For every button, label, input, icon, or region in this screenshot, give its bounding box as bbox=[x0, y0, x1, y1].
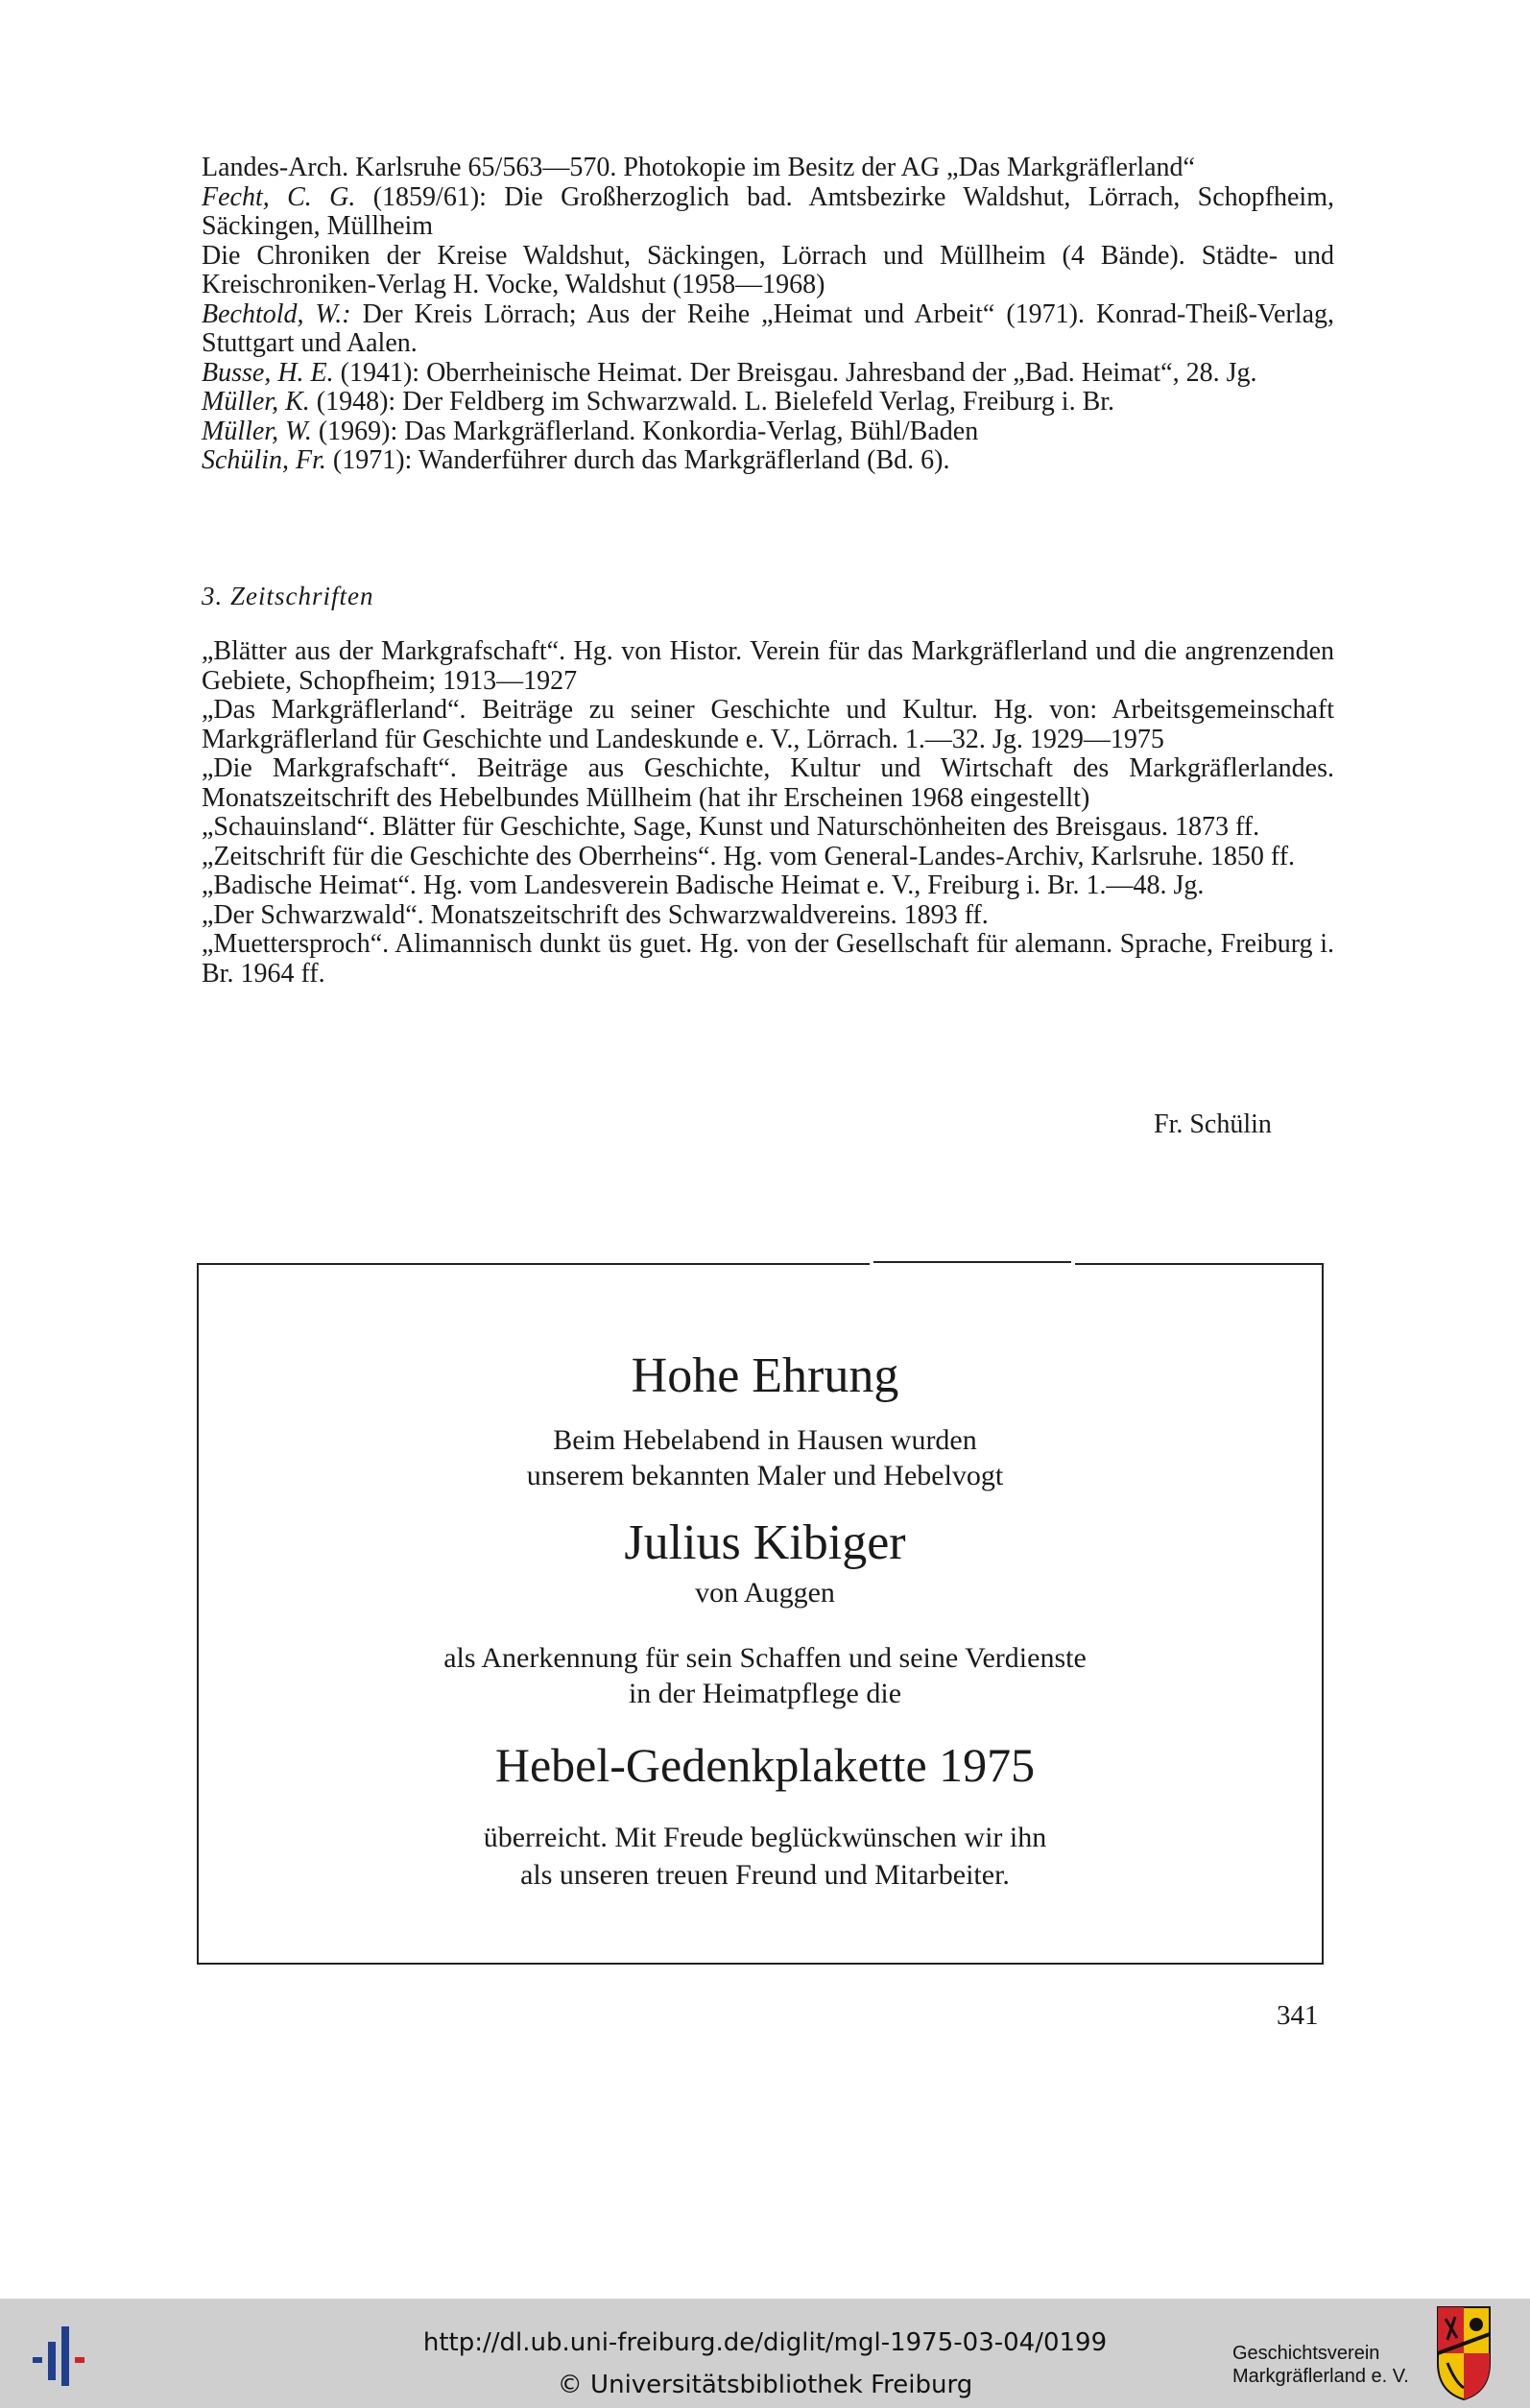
bibliography-entry bbox=[202, 242, 1334, 300]
honoree-name: Julius Kibiger bbox=[624, 1515, 906, 1570]
periodical-entry: „Das Markgräflerland“. Beiträge zu seiner Geschichte und Kultur. Hg. von: Arbeitsgemeinschaft Markgräflerland für Geschichte und Landeskunde e. V., Lörrach. 1.—32. Jg. 1929—1975 bbox=[202, 695, 1334, 754]
announcement-intro-1: Beim Hebelabend in Hausen wurden bbox=[553, 1424, 977, 1456]
entry-text: (1948): Der Feldberg im Schwarzwald. L. Bielefeld Verlag, Freiburg i. Br. bbox=[309, 387, 1115, 417]
announcement-closing-1: überreicht. Mit Freude beglückwünschen wir ihn bbox=[483, 1822, 1047, 1853]
bibliography-entry bbox=[202, 446, 1334, 476]
entry-author: Müller, W. bbox=[202, 416, 312, 446]
entry-text: Landes-Arch. Karlsruhe 65/563—570. Photokopie im Besitz der AG „Das Markgräflerland“ bbox=[202, 153, 1195, 182]
entry-author: Schülin, Fr. bbox=[202, 445, 326, 475]
bibliography-list bbox=[202, 154, 1334, 476]
periodical-entry: „Blätter aus der Markgrafschaft“. Hg. von Histor. Verein für das Markgräflerland und die angrenzenden Gebiete, Schopfheim; 1913—1927 bbox=[202, 636, 1334, 696]
organization-name-line1: Geschichtsverein bbox=[1232, 2343, 1380, 2364]
announcement-intro-2: unserem bekannten Maler und Hebelvogt bbox=[526, 1460, 1004, 1491]
footer-copyright: © Universitätsbibliothek Freiburg bbox=[557, 2371, 973, 2399]
organization-name bbox=[1232, 2342, 1409, 2388]
entry-author: Busse, H. E. bbox=[202, 357, 334, 388]
announcement-title: Hohe Ehrung bbox=[631, 1348, 899, 1403]
periodical-entry: „Badische Heimat“. Hg. vom Landesverein Badische Heimat e. V., Freiburg i. Br. 1.—48. Jg. bbox=[202, 870, 1205, 900]
author-signature: Fr. Schülin bbox=[1154, 1109, 1272, 1139]
announcement-reason-2: in der Heimatpflege die bbox=[628, 1678, 902, 1709]
announcement-closing-2: als unseren treuen Freund und Mitarbeiter. bbox=[520, 1859, 1010, 1891]
periodical-entry: „Die Markgrafschaft“. Beiträge aus Geschichte, Kultur und Wirtschaft des Markgräflerlandes. Monatszeitschrift des Hebelbundes Müllheim (hat ihr Erscheinen 1968 eingestellt) bbox=[202, 753, 1334, 813]
entry-text: (1941): Oberrheinische Heimat. Der Breisgau. Jahresband der „Bad. Heimat“, 28. Jg. bbox=[333, 357, 1257, 388]
bibliography-entry bbox=[202, 300, 1334, 359]
bibliography-entry bbox=[202, 154, 1334, 183]
box-border-segment bbox=[873, 1261, 1071, 1263]
entry-text: Die Chroniken der Kreise Waldshut, Säckingen, Lörrach und Müllheim (4 Bände). Städte- und Kreischroniken-Verlag H. Vocke, Waldshut (1958—1968) bbox=[202, 240, 1334, 299]
entry-author: Fecht, C. G. bbox=[202, 181, 356, 212]
periodical-entry: „Schauinsland“. Blätter für Geschichte, Sage, Kunst und Naturschönheiten des Breisgaus. 1873 ff. bbox=[202, 812, 1260, 842]
periodicals-list bbox=[202, 637, 1334, 989]
periodical-entry: „Der Schwarzwald“. Monatszeitschrift des Schwarzwaldvereins. 1893 ff. bbox=[202, 899, 989, 930]
coat-of-arms-icon bbox=[1436, 2305, 1492, 2401]
page-number: 341 bbox=[1277, 2000, 1319, 2031]
entry-author: Bechtold, W.: bbox=[202, 298, 351, 329]
entry-author: Müller, K. bbox=[202, 387, 310, 417]
bibliography-entry bbox=[202, 359, 1334, 389]
announcement-reason-1: als Anerkennung für sein Schaffen und seine Verdienste bbox=[443, 1642, 1087, 1674]
honoree-origin: von Auggen bbox=[695, 1577, 835, 1609]
bibliography-entry bbox=[202, 183, 1334, 242]
periodical-entry: „Muettersproch“. Alimannisch dunkt üs guet. Hg. von der Gesellschaft für alemann. Sprache, Freiburg i. Br. 1964 ff. bbox=[202, 929, 1334, 989]
entry-text: (1859/61): Die Großherzoglich bad. Amtsbezirke Waldshut, Lörrach, Schopfheim, Säckingen, Müllheim bbox=[202, 181, 1334, 241]
organization-name-line2: Markgräflerland e. V. bbox=[1232, 2366, 1409, 2387]
entry-text: (1971): Wanderführer durch das Markgräflerland (Bd. 6). bbox=[325, 445, 950, 475]
award-name: Hebel-Gedenkplakette 1975 bbox=[494, 1738, 1036, 1792]
entry-text: Der Kreis Lörrach; Aus der Reihe „Heimat und Arbeit“ (1971). Konrad-Theiß-Verlag, Stuttgart und Aalen. bbox=[202, 298, 1334, 358]
bibliography-entry bbox=[202, 388, 1334, 417]
section-heading: 3. Zeitschriften bbox=[202, 582, 374, 610]
footer-url-link[interactable]: http://dl.ub.uni-freiburg.de/diglit/mgl-1975-03-04/0199 bbox=[422, 2328, 1108, 2357]
bibliography-entry bbox=[202, 417, 1334, 447]
entry-text: (1969): Das Markgräflerland. Konkordia-Verlag, Bühl/Baden bbox=[311, 416, 979, 446]
periodical-entry: „Zeitschrift für die Geschichte des Oberrheins“. Hg. vom General-Landes-Archiv, Karlsruhe. 1850 ff. bbox=[202, 841, 1296, 871]
